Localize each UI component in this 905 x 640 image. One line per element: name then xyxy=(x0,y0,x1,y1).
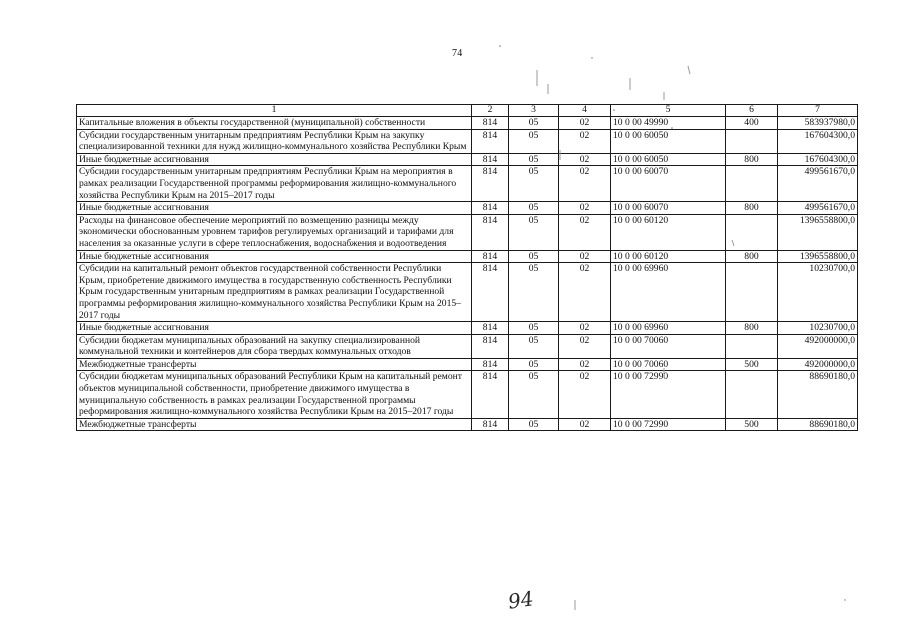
row-section-code: 05 xyxy=(509,214,559,250)
row-expense-type xyxy=(726,371,778,418)
row-target-article: 10 0 00 72990 xyxy=(611,418,726,431)
row-expense-type: 800 xyxy=(726,322,778,335)
row-ministry-code: 814 xyxy=(472,371,509,418)
table-body xyxy=(77,105,858,431)
row-description: Расходы на финансовое обеспечение мероприятий по возмещению разницы между экономически обоснованным уровнем тарифов регулируемых организаций и тарифами для населения за оказанные услуги в сфере теплоснабжения, водоснабжения и водоотведения xyxy=(77,214,472,250)
row-expense-type: 500 xyxy=(726,358,778,371)
row-section-code: 05 xyxy=(509,250,559,263)
table-row xyxy=(77,117,858,130)
row-subsection-code: 02 xyxy=(559,202,611,215)
row-amount: 10230700,0 xyxy=(778,263,858,322)
row-amount: 10230700,0 xyxy=(778,322,858,335)
row-ministry-code: 814 xyxy=(472,334,509,358)
row-target-article: 10 0 00 60120 xyxy=(611,214,726,250)
row-amount: 167604300,0 xyxy=(778,129,858,153)
row-target-article: 10 0 00 49990 xyxy=(611,117,726,130)
row-expense-type: 400 xyxy=(726,117,778,130)
row-amount: 1396558800,0 xyxy=(778,214,858,250)
row-amount: 492000000,0 xyxy=(778,358,858,371)
row-subsection-code: 02 xyxy=(559,263,611,322)
row-target-article: 10 0 00 70060 xyxy=(611,334,726,358)
table-row xyxy=(77,358,858,371)
row-section-code: 05 xyxy=(509,202,559,215)
table-row xyxy=(77,250,858,263)
row-section-code: 05 xyxy=(509,117,559,130)
handwritten-page-number: 94 xyxy=(506,586,535,614)
header-col-5: 5 xyxy=(611,105,726,117)
table-header-row xyxy=(77,105,858,117)
row-subsection-code: 02 xyxy=(559,153,611,166)
row-amount: 88690180,0 xyxy=(778,371,858,418)
row-section-code: 05 xyxy=(509,153,559,166)
row-amount: 499561670,0 xyxy=(778,166,858,202)
row-section-code: 05 xyxy=(509,322,559,335)
row-subsection-code: 02 xyxy=(559,250,611,263)
row-target-article: 10 0 00 69960 xyxy=(611,263,726,322)
row-section-code: 05 xyxy=(509,263,559,322)
table-row xyxy=(77,166,858,202)
row-description: Субсидии бюджетам муниципальных образований на закупку специализированной коммунальной техники и контейнеров для сбора твердых коммунальных отходов xyxy=(77,334,472,358)
row-target-article: 10 0 00 60050 xyxy=(611,129,726,153)
row-subsection-code: 02 xyxy=(559,371,611,418)
row-ministry-code: 814 xyxy=(472,153,509,166)
row-expense-type: 800 xyxy=(726,250,778,263)
row-section-code: 05 xyxy=(509,129,559,153)
row-section-code: 05 xyxy=(509,358,559,371)
header-col-7: 7 xyxy=(778,105,858,117)
table-row xyxy=(77,129,858,153)
row-expense-type xyxy=(726,129,778,153)
row-description: Субсидии бюджетам муниципальных образований Республики Крым на капитальный ремонт объектов муниципальной собственности, приобретение движимого имущества в муниципальную собственность в рамках реализации Государственной программы реформирования жилищно-коммунального хозяйства Республики Крым на 2015–2017 годы xyxy=(77,371,472,418)
row-ministry-code: 814 xyxy=(472,166,509,202)
header-col-3: 3 xyxy=(509,105,559,117)
row-ministry-code: 814 xyxy=(472,129,509,153)
row-description: Иные бюджетные ассигнования xyxy=(77,250,472,263)
row-description: Иные бюджетные ассигнования xyxy=(77,202,472,215)
row-ministry-code: 814 xyxy=(472,322,509,335)
row-ministry-code: 814 xyxy=(472,263,509,322)
row-ministry-code: 814 xyxy=(472,117,509,130)
row-description: Субсидии государственным унитарным предприятиям Республики Крым на мероприятия в рамках реализации Государственной программы реформирования жилищно-коммунального хозяйства Республики Крым на 2015–2017 годы xyxy=(77,166,472,202)
budget-table xyxy=(76,104,858,431)
table-row xyxy=(77,263,858,322)
row-ministry-code: 814 xyxy=(472,358,509,371)
row-target-article: 10 0 00 70060 xyxy=(611,358,726,371)
row-expense-type xyxy=(726,166,778,202)
table-row xyxy=(77,371,858,418)
table-row xyxy=(77,334,858,358)
row-description: Иные бюджетные ассигнования xyxy=(77,153,472,166)
row-target-article: 10 0 00 60120 xyxy=(611,250,726,263)
row-subsection-code: 02 xyxy=(559,166,611,202)
header-col-2: 2 xyxy=(472,105,509,117)
header-col-1: 1 xyxy=(77,105,472,117)
row-section-code: 05 xyxy=(509,418,559,431)
row-amount: 499561670,0 xyxy=(778,202,858,215)
row-subsection-code: 02 xyxy=(559,129,611,153)
row-section-code: 05 xyxy=(509,166,559,202)
table-row xyxy=(77,153,858,166)
header-col-6: 6 xyxy=(726,105,778,117)
row-amount: 88690180,0 xyxy=(778,418,858,431)
page-number: 74 xyxy=(452,48,463,59)
row-ministry-code: 814 xyxy=(472,250,509,263)
row-description: Межбюджетные трансферты xyxy=(77,418,472,431)
row-target-article: 10 0 00 72990 xyxy=(611,371,726,418)
row-expense-type: 500 xyxy=(726,418,778,431)
row-amount: 167604300,0 xyxy=(778,153,858,166)
row-target-article: 10 0 00 60050 xyxy=(611,153,726,166)
table-row xyxy=(77,418,858,431)
row-target-article: 10 0 00 60070 xyxy=(611,202,726,215)
row-subsection-code: 02 xyxy=(559,117,611,130)
row-amount: 583937980,0 xyxy=(778,117,858,130)
row-expense-type xyxy=(726,334,778,358)
row-amount: 492000000,0 xyxy=(778,334,858,358)
row-description: Иные бюджетные ассигнования xyxy=(77,322,472,335)
row-ministry-code: 814 xyxy=(472,202,509,215)
row-subsection-code: 02 xyxy=(559,418,611,431)
row-section-code: 05 xyxy=(509,334,559,358)
header-col-4: 4 xyxy=(559,105,611,117)
row-description: Субсидии государственным унитарным предприятиям Республики Крым на закупку специализированной техники для нужд жилищно-коммунального хозяйства Республики Крым xyxy=(77,129,472,153)
table-row xyxy=(77,214,858,250)
row-amount: 1396558800,0 xyxy=(778,250,858,263)
row-ministry-code: 814 xyxy=(472,214,509,250)
row-target-article: 10 0 00 69960 xyxy=(611,322,726,335)
row-subsection-code: 02 xyxy=(559,214,611,250)
row-description: Межбюджетные трансферты xyxy=(77,358,472,371)
row-section-code: 05 xyxy=(509,371,559,418)
table-row xyxy=(77,322,858,335)
row-expense-type xyxy=(726,263,778,322)
row-target-article: 10 0 00 60070 xyxy=(611,166,726,202)
row-subsection-code: 02 xyxy=(559,322,611,335)
row-expense-type xyxy=(726,214,778,250)
row-subsection-code: 02 xyxy=(559,334,611,358)
row-description: Субсидии на капитальный ремонт объектов государственной собственности Республики Крым, приобретение движимого имущества в государственную собственность Республики Крым государственным унитарным предприятиям в рамках реализации Государственной программы реформирования жилищно-коммунального хозяйства Республики Крым на 2015–2017 годы xyxy=(77,263,472,322)
row-ministry-code: 814 xyxy=(472,418,509,431)
row-expense-type: 800 xyxy=(726,202,778,215)
row-description: Капитальные вложения в объекты государственной (муниципальной) собственности xyxy=(77,117,472,130)
table-row xyxy=(77,202,858,215)
row-subsection-code: 02 xyxy=(559,358,611,371)
row-expense-type: 800 xyxy=(726,153,778,166)
